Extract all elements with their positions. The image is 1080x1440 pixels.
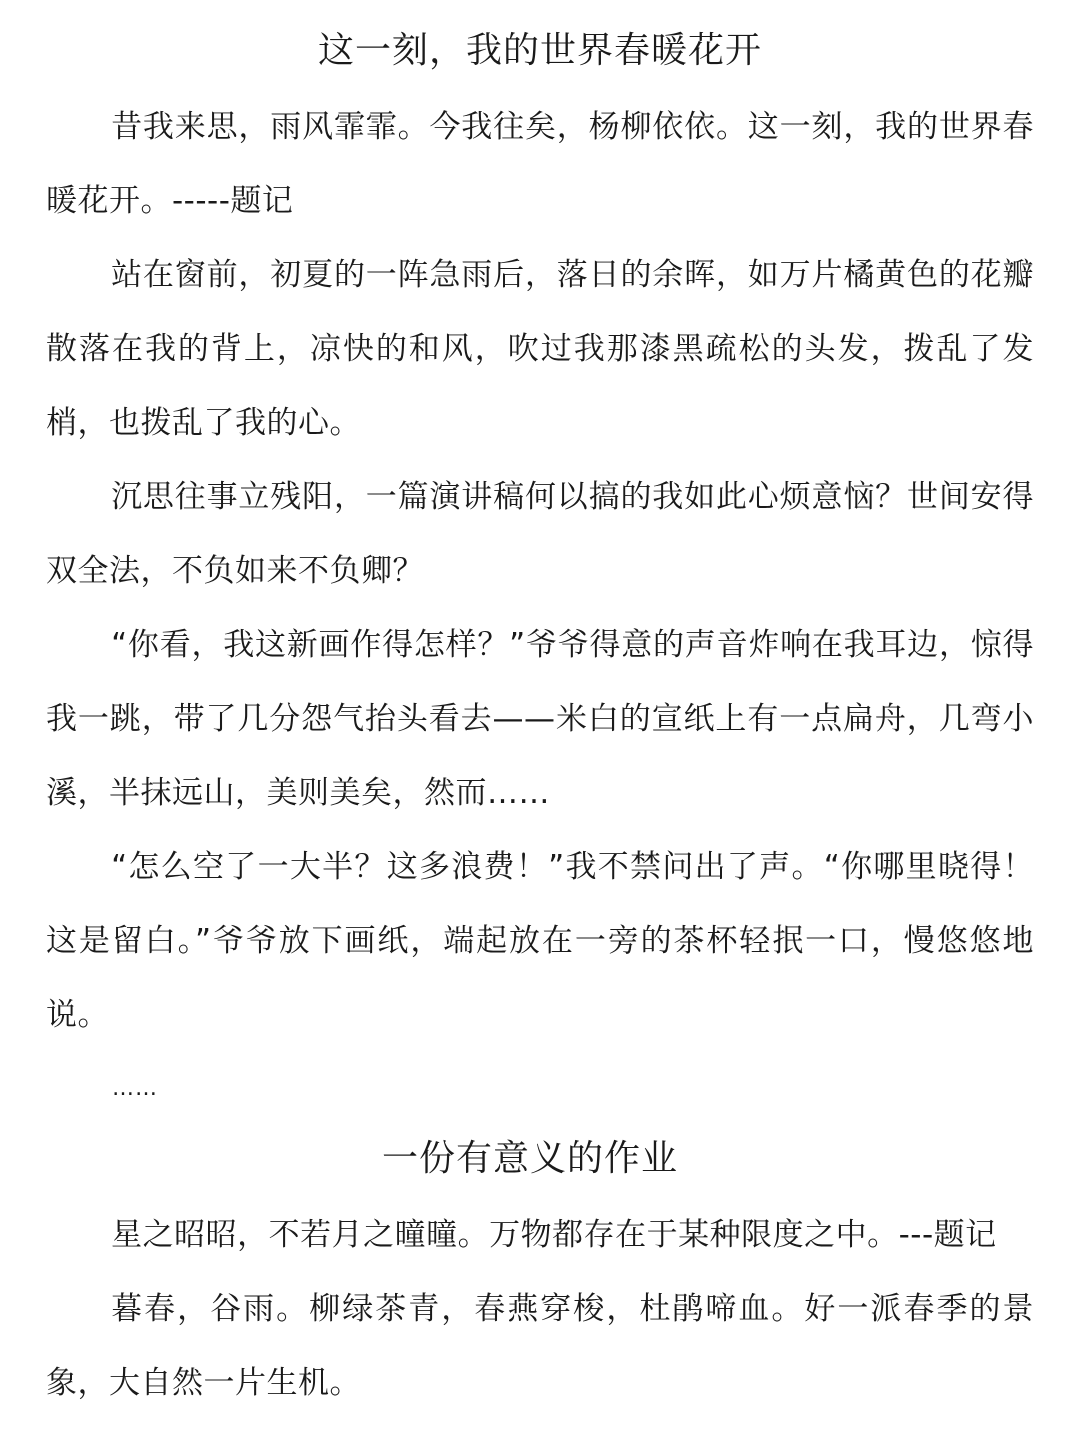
essay-2-paragraph-1: 星之昭昭，不若月之曈曈。万物都存在于某种限度之中。---题记: [111, 1217, 997, 1253]
essay-1-title: 这一刻，我的世界春暖花开: [317, 30, 762, 71]
essay-2: [46, 1130, 1034, 1420]
essay-1: [46, 22, 1034, 1122]
essay-1-paragraph-4: “你看，我这新画作得怎样？”爷爷得意的声音炸响在我耳边，惊得我一跳，带了几分怨气抬头看去——米白的宣纸上有一点扁舟，几弯小溪，半抹远山，美则美矣，然而……: [46, 627, 1034, 811]
essay-1-paragraph-5: “怎么空了一大半？这多浪费！”我不禁问出了声。“你哪里晓得！这是留白。”爷爷放下画纸，端起放在一旁的茶杯轻抿一口，慢悠悠地说。: [46, 849, 1034, 1033]
essay-2-title: 一份有意义的作业: [381, 1138, 678, 1179]
essay-1-ellipsis: ……: [112, 1076, 158, 1101]
essay-1-paragraph-2: 站在窗前，初夏的一阵急雨后，落日的余晖，如万片橘黄色的花瓣散落在我的背上，凉快的和风，吹过我那漆黑疏松的头发，拨乱了发梢，也拨乱了我的心。: [46, 257, 1034, 441]
essay-2-paragraph-2: 暮春，谷雨。柳绿茶青，春燕穿梭，杜鹃啼血。好一派春季的景象，大自然一片生机。: [46, 1291, 1034, 1401]
essay-1-paragraph-3: 沉思往事立残阳，一篇演讲稿何以搞的我如此心烦意恼？世间安得双全法，不负如来不负卿？: [46, 479, 1034, 589]
essay-1-paragraph-1: 昔我来思，雨风霏霏。今我往矣，杨柳依依。这一刻，我的世界春暖花开。-----题记: [46, 109, 1034, 219]
